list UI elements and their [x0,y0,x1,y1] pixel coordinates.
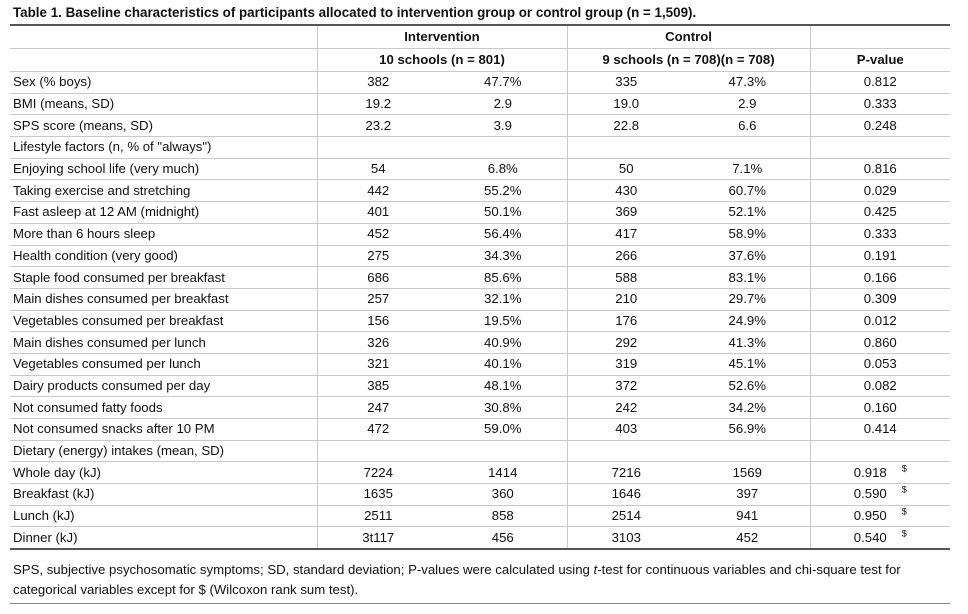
intervention-n: 54 [317,158,439,180]
intervention-value: 3.9 [439,115,567,137]
row-label: Dairy products consumed per day [10,375,317,397]
control-value: 45.1% [685,353,810,375]
intervention-value: 2.9 [439,93,567,115]
row-label: Health condition (very good) [10,245,317,267]
p-value [810,72,950,94]
control-value [685,440,810,462]
table-row [10,267,950,289]
p-value-text: 0.333 [863,96,897,112]
intervention-n: 382 [317,72,439,94]
intervention-value: 85.6% [439,267,567,289]
intervention-value: 30.8% [439,397,567,419]
table-row [10,397,950,419]
table-row [10,375,950,397]
control-value: 52.6% [685,375,810,397]
p-value-text: 0.053 [863,356,897,372]
p-value-text: 0.248 [863,117,897,133]
control-schools-header: 9 schools (n = 708)(n = 708) [567,49,810,72]
intervention-n: 321 [317,353,439,375]
row-label: Fast asleep at 12 AM (midnight) [10,202,317,224]
p-value [810,397,950,419]
intervention-n: 686 [317,267,439,289]
intervention-n: 257 [317,288,439,310]
control-value: 24.9% [685,310,810,332]
p-value [810,527,950,549]
control-value [685,137,810,159]
wilcoxon-marker: $ [901,528,907,539]
footnote-divider [10,603,950,604]
p-value [810,267,950,289]
intervention-value: 55.2% [439,180,567,202]
control-value: 941 [685,505,810,527]
p-value-text: 0.029 [863,182,897,198]
row-label: More than 6 hours sleep [10,223,317,245]
control-value: 83.1% [685,267,810,289]
intervention-n: 19.2 [317,93,439,115]
intervention-value: 47.7% [439,72,567,94]
intervention-value: 59.0% [439,419,567,441]
row-label: Vegetables consumed per breakfast [10,310,317,332]
group-header-row [10,25,950,49]
control-n: 335 [567,72,685,94]
control-group-header: Control [567,25,810,49]
intervention-value: 40.9% [439,332,567,354]
p-value-text: 0.590 [853,486,887,502]
row-label: Main dishes consumed per breakfast [10,288,317,310]
control-value: 52.1% [685,202,810,224]
subgroup-header-row [10,49,950,72]
p-value [810,288,950,310]
control-value: 29.7% [685,288,810,310]
p-value-text: 0.191 [863,247,897,263]
intervention-n: 442 [317,180,439,202]
subheader-blank [10,49,317,72]
table-row [10,245,950,267]
p-value-text: 0.082 [863,377,897,393]
intervention-n [317,440,439,462]
intervention-value: 19.5% [439,310,567,332]
intervention-n: 7224 [317,462,439,484]
control-value: 397 [685,484,810,506]
table-row [10,158,950,180]
table-row [10,72,950,94]
wilcoxon-marker: $ [901,506,907,517]
p-value-text: 0.540 [853,529,887,545]
row-label: Sex (% boys) [10,72,317,94]
row-label: Dinner (kJ) [10,527,317,549]
footnote-text-2: -test for continuous variables and chi-square test for categorical variables except for $ (Wilcoxon rank sum test). [13,562,901,597]
p-value [810,245,950,267]
p-value [810,202,950,224]
table-row [10,462,950,484]
control-n [567,440,685,462]
p-value [810,310,950,332]
table-row [10,353,950,375]
table-caption: Table 1. Baseline characteristics of participants allocated to intervention group or control group (n = 1,509). [13,5,697,20]
control-n: 3103 [567,527,685,549]
control-value: 58.9% [685,223,810,245]
control-value: 56.9% [685,419,810,441]
control-n: 588 [567,267,685,289]
control-n: 372 [567,375,685,397]
control-n: 319 [567,353,685,375]
wilcoxon-marker: $ [901,485,907,496]
control-n: 210 [567,288,685,310]
footnote-text-1: SPS, subjective psychosomatic symptoms; SD, standard deviation; P-values were calculated using [13,562,594,577]
control-n: 1646 [567,484,685,506]
p-value [810,462,950,484]
intervention-value: 1414 [439,462,567,484]
p-value [810,353,950,375]
control-n: 176 [567,310,685,332]
baseline-characteristics-table [10,24,950,550]
control-n: 292 [567,332,685,354]
row-label: Vegetables consumed per lunch [10,353,317,375]
p-value [810,137,950,159]
wilcoxon-marker: $ [901,463,907,474]
intervention-n: 401 [317,202,439,224]
footnote-italic-t: t [593,562,598,577]
intervention-schools-header: 10 schools (n = 801) [317,49,567,72]
control-n: 7216 [567,462,685,484]
intervention-n: 1635 [317,484,439,506]
table-row [10,180,950,202]
control-n: 19.0 [567,93,685,115]
header-blank-p [810,25,950,49]
intervention-value: 6.8% [439,158,567,180]
intervention-value [439,137,567,159]
intervention-value: 48.1% [439,375,567,397]
intervention-value: 456 [439,527,567,549]
table-row [10,440,950,462]
intervention-n: 156 [317,310,439,332]
row-label: SPS score (means, SD) [10,115,317,137]
p-value [810,419,950,441]
table-row [10,202,950,224]
header-blank [10,25,317,49]
table-row [10,419,950,441]
intervention-n: 452 [317,223,439,245]
control-value: 7.1% [685,158,810,180]
p-value-text: 0.425 [863,204,897,220]
intervention-group-header: Intervention [317,25,567,49]
control-value: 34.2% [685,397,810,419]
intervention-n: 385 [317,375,439,397]
control-n: 369 [567,202,685,224]
control-n: 2514 [567,505,685,527]
p-value [810,375,950,397]
table-row [10,137,950,159]
control-value: 47.3% [685,72,810,94]
table-footnote [13,560,938,600]
p-value-text: 0.012 [863,312,897,328]
control-value: 2.9 [685,93,810,115]
p-value [810,440,950,462]
intervention-value: 32.1% [439,288,567,310]
table-row [10,484,950,506]
p-value-text: 0.160 [863,399,897,415]
p-value [810,180,950,202]
p-value [810,484,950,506]
table-row [10,527,950,549]
control-n: 430 [567,180,685,202]
row-label: Dietary (energy) intakes (mean, SD) [10,440,317,462]
intervention-n: 472 [317,419,439,441]
control-value: 1569 [685,462,810,484]
intervention-n: 23.2 [317,115,439,137]
intervention-value: 360 [439,484,567,506]
intervention-value: 34.3% [439,245,567,267]
p-value [810,115,950,137]
control-n: 242 [567,397,685,419]
row-label: Staple food consumed per breakfast [10,267,317,289]
p-value [810,158,950,180]
p-value-text: 0.860 [863,334,897,350]
intervention-n [317,137,439,159]
p-value-text: 0.309 [863,291,897,307]
control-value: 37.6% [685,245,810,267]
p-value-text: 0.333 [863,226,897,242]
control-n: 22.8 [567,115,685,137]
p-value-text: 0.816 [863,161,897,177]
row-label: Enjoying school life (very much) [10,158,317,180]
control-n: 403 [567,419,685,441]
control-value: 60.7% [685,180,810,202]
p-value [810,223,950,245]
intervention-value: 56.4% [439,223,567,245]
p-value [810,332,950,354]
p-value-text: 0.166 [863,269,897,285]
table-row [10,115,950,137]
row-label: BMI (means, SD) [10,93,317,115]
intervention-value: 50.1% [439,202,567,224]
control-n: 266 [567,245,685,267]
control-n: 417 [567,223,685,245]
p-value [810,505,950,527]
table-row [10,288,950,310]
intervention-n: 275 [317,245,439,267]
row-label: Not consumed fatty foods [10,397,317,419]
table-row [10,332,950,354]
row-label: Taking exercise and stretching [10,180,317,202]
p-value-text: 0.950 [853,508,887,524]
row-label: Lifestyle factors (n, % of "always") [10,137,317,159]
row-label: Breakfast (kJ) [10,484,317,506]
row-label: Not consumed snacks after 10 PM [10,419,317,441]
control-value: 6.6 [685,115,810,137]
intervention-n: 3t117 [317,527,439,549]
table-row [10,310,950,332]
intervention-value: 40.1% [439,353,567,375]
control-n: 50 [567,158,685,180]
intervention-value [439,440,567,462]
intervention-n: 2511 [317,505,439,527]
intervention-value: 858 [439,505,567,527]
table-row [10,505,950,527]
table-row [10,93,950,115]
table-body [10,72,950,550]
table-row [10,223,950,245]
intervention-n: 247 [317,397,439,419]
intervention-n: 326 [317,332,439,354]
row-label: Main dishes consumed per lunch [10,332,317,354]
p-value [810,93,950,115]
control-value: 452 [685,527,810,549]
control-value: 41.3% [685,332,810,354]
p-value-text: 0.414 [863,421,897,437]
p-value-header: P-value [810,49,950,72]
row-label: Lunch (kJ) [10,505,317,527]
p-value-text: 0.812 [863,74,897,90]
row-label: Whole day (kJ) [10,462,317,484]
p-value-text: 0.918 [853,464,887,480]
control-n [567,137,685,159]
